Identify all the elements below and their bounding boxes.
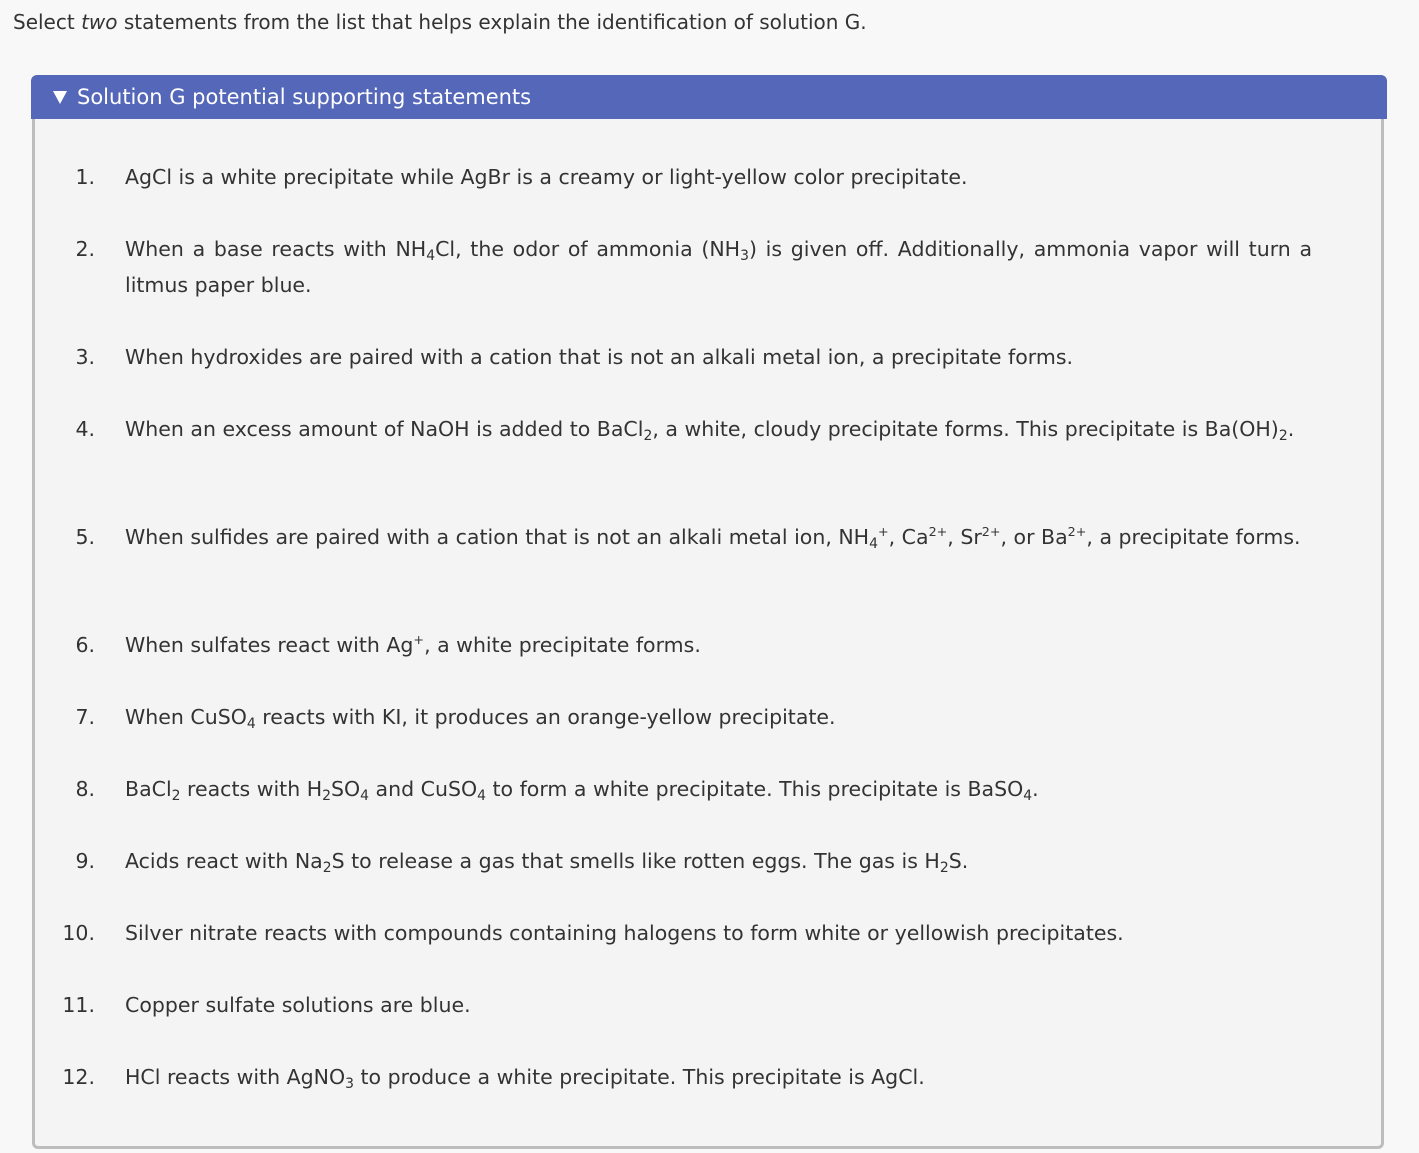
statement-text-part: , Sr: [947, 525, 982, 549]
statement-text-part: S to release a gas that smells like rotten eggs. The gas is H: [331, 849, 940, 873]
statement-text-part: 4: [869, 536, 878, 553]
statement-number: 1.: [75, 165, 95, 189]
statement-text-part: 2: [939, 860, 949, 877]
statement-text-part: 2: [322, 860, 332, 877]
statement-text: [125, 519, 1312, 555]
statement-text-part: ) is given off. Additionally, ammonia vapor will turn a litmus paper blue.: [125, 237, 1313, 297]
statement-text-part: 3: [740, 248, 749, 265]
statement-text-part: BaCl: [125, 777, 172, 801]
statement-text-part: S.: [948, 849, 969, 873]
statement-text-part: .: [1287, 417, 1295, 441]
statement-text-part: , Ca: [888, 525, 929, 549]
statement-text: [125, 987, 1312, 1023]
statement-text-part: 2+: [981, 523, 1001, 539]
statement-text-part: Acids react with Na: [125, 849, 323, 873]
statement-text: [125, 231, 1312, 303]
statement-number: 5.: [75, 525, 95, 549]
question-prompt: [13, 9, 867, 35]
statement-text-part: , a white, cloudy precipitate forms. This precipitate is Ba(OH): [652, 417, 1279, 441]
statement-text-part: 2+: [928, 523, 948, 539]
statements-list: [32, 119, 1384, 1149]
statement-text-part: , a white precipitate forms.: [424, 633, 701, 657]
statement-number: 4.: [75, 417, 95, 441]
statement-text-part: +: [877, 523, 889, 539]
prompt-emphasis: two: [81, 10, 118, 34]
statement-number: 8.: [75, 777, 95, 801]
statement-text: [125, 339, 1312, 375]
statement-text-part: +: [413, 631, 425, 647]
statement-text-part: to form a white precipitate. This precipitate is BaSO: [485, 777, 1024, 801]
statement-text: [125, 411, 1312, 447]
prompt-text-end: statements from the list that helps explain the identification of solution G.: [117, 10, 867, 34]
statement-text-part: When hydroxides are paired with a cation that is not an alkali metal ion, a precipitate forms.: [125, 345, 1074, 369]
statement-text-part: 2: [322, 788, 331, 805]
statement-text-part: , or Ba: [1000, 525, 1068, 549]
statement-number: 10.: [62, 921, 95, 945]
statement-text-part: 4: [360, 788, 370, 805]
statement-text-part: .: [1032, 777, 1039, 801]
statement-text-part: 4: [1023, 788, 1033, 805]
statement-text-part: 3: [345, 1076, 354, 1093]
statement-text-part: When sulfides are paired with a cation that is not an alkali metal ion, NH: [125, 525, 870, 549]
statement-text-part: Copper sulfate solutions are blue.: [125, 993, 471, 1017]
statement-text-part: Cl, the odor of ammonia (NH: [435, 237, 741, 261]
statement-text: [125, 1059, 1312, 1095]
statement-text-part: 2: [171, 788, 181, 805]
statement-text: [125, 771, 1312, 807]
statement-text-part: 2: [643, 428, 653, 445]
statement-text-part: , a precipitate forms.: [1086, 525, 1301, 549]
statement-text-part: When an excess amount of NaOH is added to BaCl: [125, 417, 644, 441]
statement-text: [125, 699, 1312, 735]
panel-toggle-header[interactable]: [31, 75, 1387, 119]
statement-text: [125, 843, 1312, 879]
statement-text-part: 2: [1278, 428, 1288, 445]
statement-text-part: When a base reacts with NH: [125, 237, 427, 261]
statement-text-part: to produce a white precipitate. This precipitate is AgCl.: [354, 1065, 925, 1089]
prompt-text-start: Select: [13, 10, 82, 34]
statement-text-part: When sulfates react with Ag: [125, 633, 414, 657]
statement-number: 9.: [75, 849, 95, 873]
statement-text-part: AgCl is a white precipitate while AgBr is a creamy or light-yellow color precipitate.: [125, 165, 968, 189]
statement-text-part: When CuSO: [125, 705, 247, 729]
statement-number: 2.: [75, 237, 95, 261]
statement-number: 3.: [75, 345, 95, 369]
statement-text-part: reacts with H: [180, 777, 323, 801]
statement-text: [125, 627, 1312, 663]
statement-text-part: and CuSO: [369, 777, 478, 801]
supporting-statements-panel: [31, 75, 1387, 1151]
statement-number: 12.: [62, 1065, 95, 1089]
statement-text-part: 2+: [1067, 523, 1087, 539]
statement-text: [125, 159, 1312, 195]
statement-text-part: Silver nitrate reacts with compounds containing halogens to form white or yellowish precipitates.: [125, 921, 1124, 945]
statement-number: 11.: [62, 993, 95, 1017]
statement-text-part: 4: [426, 248, 436, 265]
statement-text-part: SO: [331, 777, 361, 801]
statement-text-part: 4: [246, 716, 256, 733]
statement-text-part: 4: [477, 788, 486, 805]
caret-down-icon[interactable]: [53, 91, 67, 104]
statement-text-part: reacts with KI, it produces an orange-yellow precipitate.: [255, 705, 836, 729]
panel-title: Solution G potential supporting statements: [77, 85, 532, 109]
statement-text-part: HCl reacts with AgNO: [125, 1065, 346, 1089]
statement-number: 7.: [75, 705, 95, 729]
statement-number: 6.: [75, 633, 95, 657]
statement-text: [125, 915, 1312, 951]
